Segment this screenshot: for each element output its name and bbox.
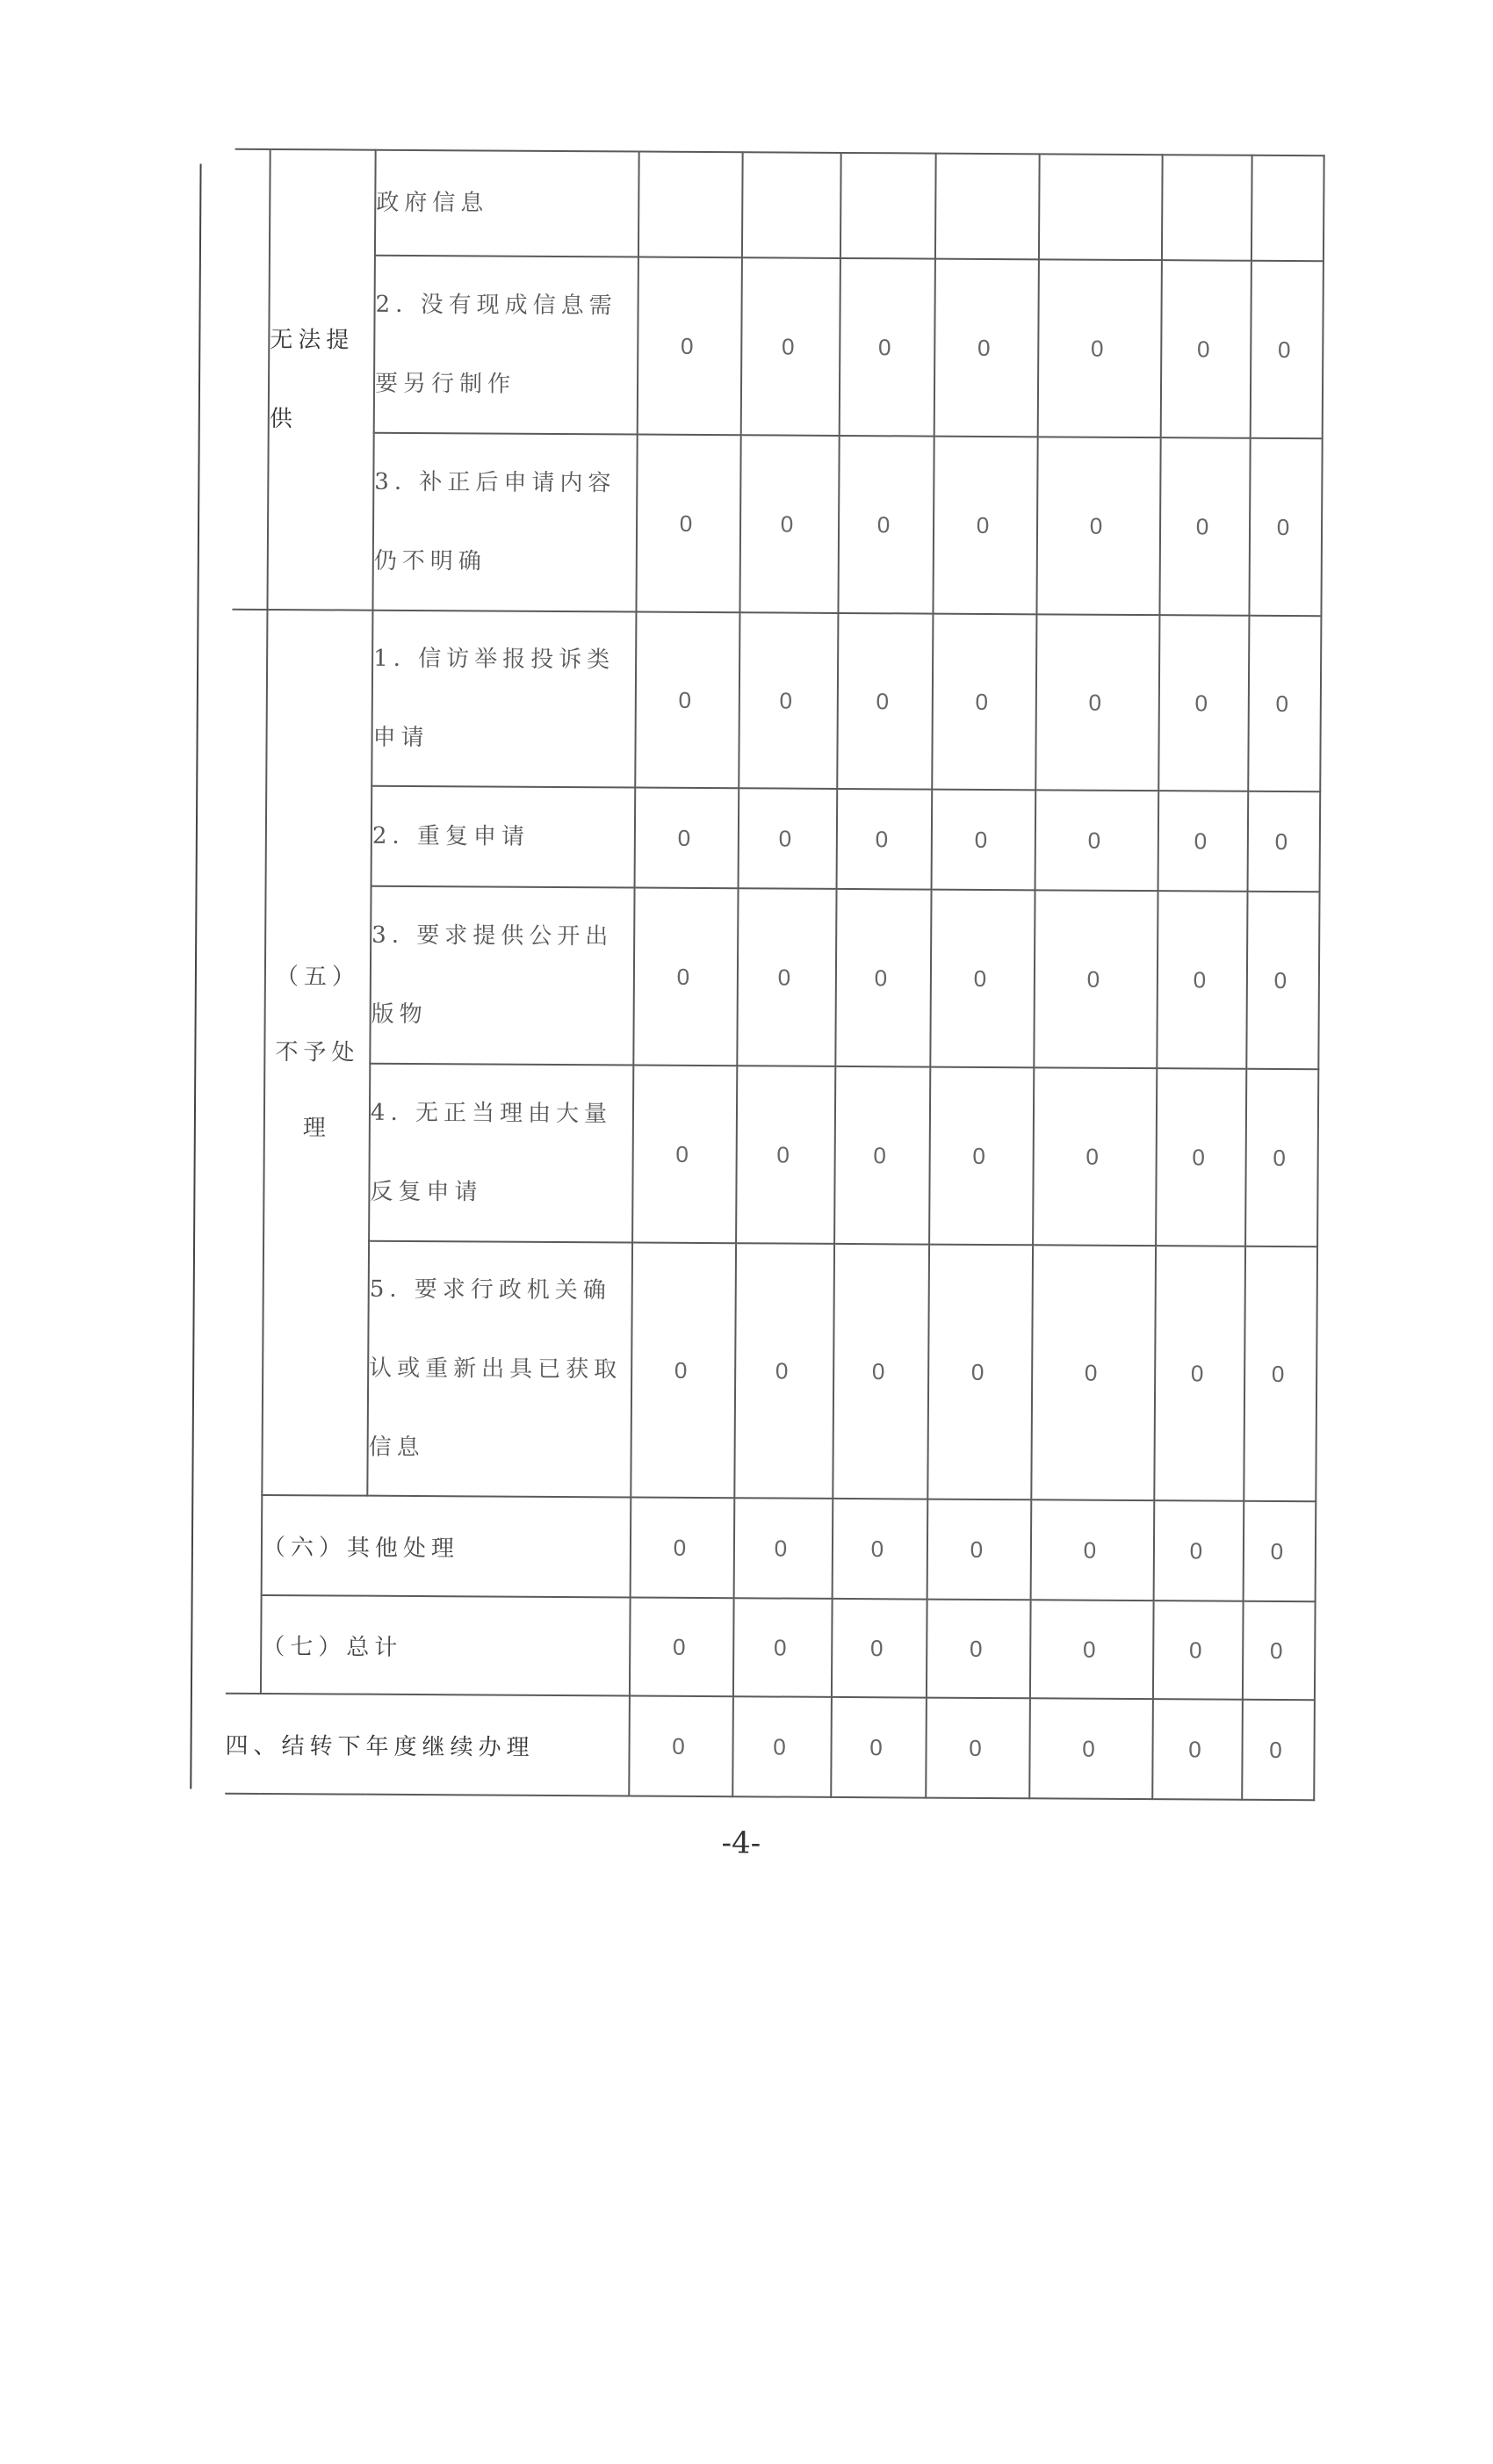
row-label-gov-info: 政府信息 — [375, 150, 639, 257]
value-cell: 0 — [737, 888, 836, 1066]
table-row — [226, 1595, 1316, 1701]
gutter-cell — [232, 149, 270, 610]
value-cell: 0 — [831, 1697, 927, 1798]
value-cell: 0 — [630, 1598, 734, 1697]
statistics-table — [225, 148, 1324, 1802]
empty-cell — [1251, 155, 1324, 261]
table-row — [228, 1063, 1318, 1247]
row-label-no-ready-info: 2. 没有现成信息需要另行制作 — [374, 256, 638, 435]
value-cell: 0 — [1033, 1067, 1157, 1246]
table-row — [234, 149, 1324, 262]
value-cell: 0 — [1248, 791, 1321, 892]
value-cell: 0 — [837, 789, 933, 890]
value-cell: 0 — [734, 1243, 834, 1499]
value-cell: 0 — [1245, 1069, 1318, 1246]
value-cell: 0 — [1152, 1699, 1243, 1800]
outer-border-line — [190, 163, 201, 1788]
value-cell: 0 — [927, 1245, 1033, 1500]
value-cell: 0 — [632, 1066, 737, 1244]
value-cell: 0 — [833, 1499, 928, 1600]
value-cell: 0 — [1154, 1500, 1244, 1601]
value-cell: 0 — [1035, 614, 1159, 791]
value-cell: 0 — [636, 435, 740, 613]
value-cell: 0 — [1244, 1246, 1317, 1501]
value-cell: 0 — [930, 890, 1035, 1068]
value-cell: 0 — [736, 1066, 835, 1244]
value-cell: 0 — [840, 258, 935, 437]
value-cell: 0 — [741, 257, 840, 436]
value-cell: 0 — [1158, 615, 1249, 791]
value-cell: 0 — [929, 1067, 1034, 1246]
row-label-duplicate: 2. 重复申请 — [371, 786, 636, 888]
value-cell: 0 — [633, 888, 738, 1066]
value-cell: 0 — [1029, 1698, 1153, 1799]
value-cell: 0 — [927, 1600, 1031, 1699]
value-cell: 0 — [932, 790, 1036, 891]
value-cell: 0 — [1244, 1501, 1316, 1601]
table-row — [232, 432, 1322, 617]
row-label-confirm-reissue: 5. 要求行政机关确认或重新出具已获取信息 — [367, 1241, 632, 1498]
category-not-processed: （五）不予处理 — [262, 610, 372, 1496]
value-cell: 0 — [1154, 1246, 1245, 1501]
value-cell: 0 — [834, 1066, 930, 1245]
table-row — [225, 1694, 1315, 1801]
row-label-total: （七）总计 — [261, 1595, 631, 1696]
row-label-still-unclear: 3. 补正后申请内容仍不明确 — [372, 433, 637, 612]
table-row — [227, 1495, 1316, 1602]
value-cell: 0 — [1157, 891, 1247, 1069]
value-cell: 0 — [1248, 616, 1321, 791]
row-label-carry-over: 四、结转下年度继续办理 — [225, 1694, 630, 1796]
value-cell: 0 — [732, 1696, 832, 1797]
value-cell: 0 — [635, 788, 739, 889]
value-cell: 0 — [838, 436, 934, 614]
value-cell: 0 — [734, 1498, 833, 1599]
table-row — [231, 610, 1321, 792]
value-cell: 0 — [1161, 260, 1251, 438]
value-cell: 0 — [927, 1499, 1032, 1601]
value-cell: 0 — [837, 613, 933, 790]
value-cell: 0 — [1035, 790, 1159, 891]
value-cell: 0 — [739, 612, 838, 789]
table-row — [234, 255, 1324, 439]
row-label-publication: 3. 要求提供公开出版物 — [370, 886, 634, 1066]
value-cell: 0 — [933, 437, 1037, 615]
empty-cell — [1039, 154, 1163, 260]
value-cell: 0 — [1030, 1600, 1154, 1699]
category-cannot-provide: 无法提供 — [267, 149, 375, 611]
value-cell: 0 — [932, 614, 1036, 791]
value-cell: 0 — [1036, 437, 1160, 615]
table-row — [231, 785, 1321, 892]
value-cell: 0 — [1031, 1245, 1156, 1500]
value-cell: 0 — [1156, 1068, 1246, 1246]
value-cell: 0 — [835, 889, 931, 1067]
value-cell: 0 — [832, 1599, 927, 1698]
empty-cell — [638, 152, 743, 258]
value-cell: 0 — [1249, 438, 1322, 616]
table-row — [227, 1240, 1317, 1502]
value-cell: 0 — [638, 257, 742, 436]
value-cell: 0 — [934, 259, 1039, 437]
row-label-repeated-mass: 4. 无正当理由大量反复申请 — [369, 1064, 633, 1243]
value-cell: 0 — [739, 788, 838, 889]
empty-cell — [742, 152, 841, 258]
value-cell: 0 — [1159, 437, 1250, 616]
row-label-other: （六）其他处理 — [262, 1495, 631, 1598]
row-label-complaint: 1. 信访举报投诉类申请 — [371, 611, 636, 788]
value-cell: 0 — [1031, 1499, 1155, 1601]
empty-cell — [840, 153, 936, 259]
value-cell: 0 — [631, 1243, 736, 1499]
value-cell: 0 — [926, 1698, 1030, 1799]
value-cell: 0 — [1246, 892, 1319, 1069]
value-cell: 0 — [631, 1498, 735, 1599]
empty-cell — [935, 154, 1040, 260]
table-row — [229, 885, 1319, 1070]
page-number: -4- — [721, 1825, 761, 1861]
value-cell: 0 — [1153, 1601, 1244, 1700]
value-cell: 0 — [1038, 259, 1162, 437]
value-cell: 0 — [1034, 890, 1158, 1068]
value-cell: 0 — [629, 1696, 733, 1797]
value-cell: 0 — [733, 1598, 833, 1697]
value-cell: 0 — [1243, 1601, 1316, 1700]
value-cell: 0 — [739, 435, 839, 613]
empty-cell — [1162, 155, 1252, 261]
value-cell: 0 — [1251, 261, 1324, 438]
value-cell: 0 — [635, 612, 739, 789]
value-cell: 0 — [1242, 1700, 1315, 1800]
value-cell: 0 — [833, 1244, 929, 1499]
value-cell: 0 — [1158, 791, 1249, 892]
